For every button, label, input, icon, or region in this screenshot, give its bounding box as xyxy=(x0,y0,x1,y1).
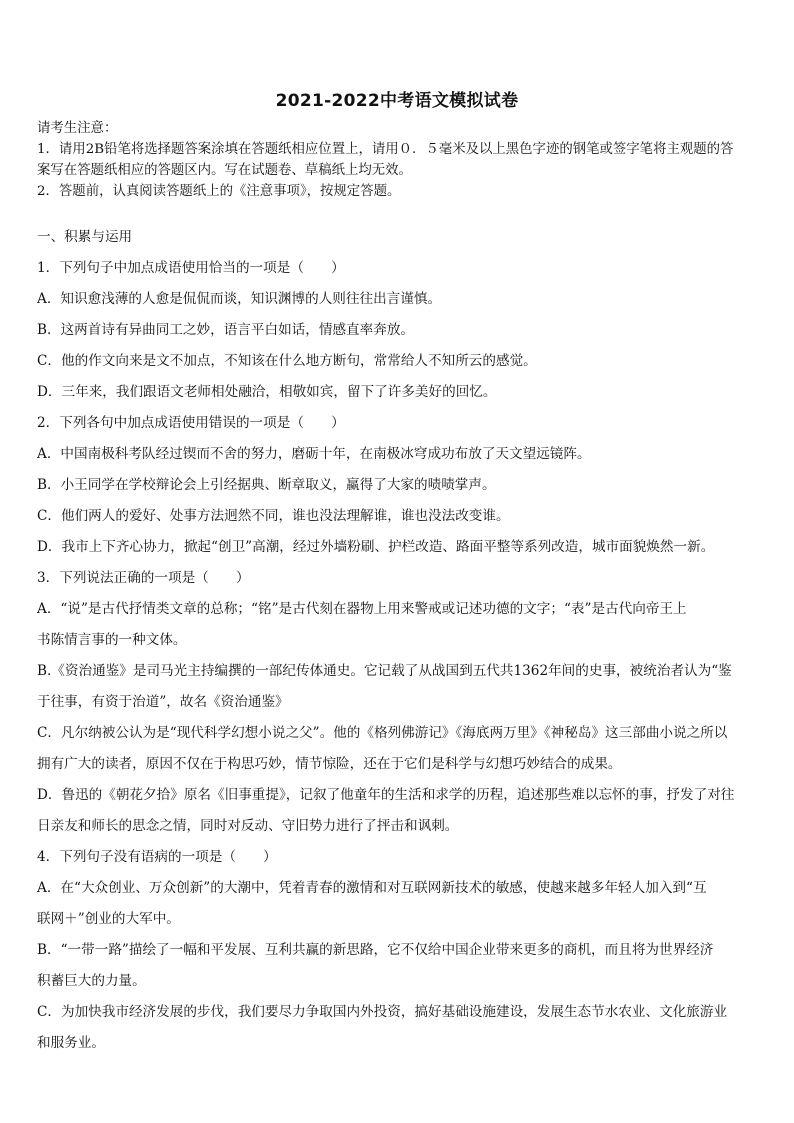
notice-item-2: 2．答题前，认真阅读答题纸上的《注意事项》，按规定答题。 xyxy=(37,184,401,199)
page-title: 2021-2022中考语文模拟试卷 xyxy=(275,91,519,111)
exam-body xyxy=(37,222,759,1059)
question-3-option-d-line-1: D．鲁迅的《朝花夕拾》原名《旧事重提》，记叙了他童年的生活和求学的历程，追述那些难以忘怀的事，抒发了对往 xyxy=(37,787,735,803)
question-2-option-d: D．我市上下齐心协力，掀起“创卫”高潮，经过外墙粉刷、护栏改造、路面平整等系列改造，城市面貌焕然一新。 xyxy=(37,539,715,555)
question-3-option-b-line-1: B.《资治通鉴》是司马光主持编撰的一部纪传体通史。它记载了从战国到五代共1362年间的史事，被统治者认为“鉴 xyxy=(37,663,732,679)
question-2-option-b: B．小王同学在学校辩论会上引经据典、断章取义，赢得了大家的啧啧掌声。 xyxy=(37,477,496,493)
question-3-option-c-line-2: 拥有广大的读者，原因不仅在于构思巧妙，情节惊险，还在于它们是科学与幻想巧妙结合的成果。 xyxy=(37,756,622,772)
question-1-option-d: D．三年来，我们跟语文老师相处融洽，相敬如宾，留下了许多美好的回忆。 xyxy=(37,384,497,400)
notice-item-1-line-1: 1．请用2B铅笔将选择题答案涂填在答题纸相应位置上，请用０．５毫米及以上黑色字迹的钢笔或签字笔将主观题的答 xyxy=(37,142,734,157)
question-3-option-a-line-1: A．“说”是古代抒情类文章的总称；“铭”是古代刻在器物上用来警戒或记述功德的文字；“表”是古代向帝王上 xyxy=(37,601,687,617)
question-4-option-b-line-1: B．“一带一路”描绘了一幅和平发展、互利共赢的新思路，它不仅给中国企业带来更多的商机，而且将为世界经济 xyxy=(37,942,714,958)
question-2-option-a: A．中国南极科考队经过锲而不舍的努力，磨砺十年，在南极冰穹成功布放了天文望远镜阵。 xyxy=(37,446,591,462)
question-4-option-c-line-1: C．为加快我市经济发展的步伐，我们要尽力争取国内外投资，搞好基础设施建设，发展生态节水农业、文化旅游业 xyxy=(37,1004,728,1020)
question-3-stem: 3．下列说法正确的一项是（ ） xyxy=(37,570,250,586)
section-title: 一、积累与运用 xyxy=(37,229,133,245)
notice-section xyxy=(37,118,759,202)
question-1-option-c: C．他的作文向来是文不加点，不知该在什么地方断句，常常给人不知所云的感觉。 xyxy=(37,353,537,369)
question-2-option-c: C．他们两人的爱好、处事方法迥然不同，谁也没法理解谁，谁也没法改变谁。 xyxy=(37,508,510,524)
question-4-option-a-line-2: 联网＋”创业的大军中。 xyxy=(37,911,180,927)
question-4-option-b-line-2: 积蓄巨大的力量。 xyxy=(37,973,146,989)
question-1-stem: 1．下列句子中加点成语使用恰当的一项是（ ） xyxy=(37,260,345,276)
question-4-option-c-line-2: 和服务业。 xyxy=(37,1035,105,1051)
notice-item-1-line-2: 案写在答题纸相应的答题区内。写在试题卷、草稿纸上均无效。 xyxy=(37,163,412,178)
question-3-option-d-line-2: 日亲友和师长的思念之情，同时对反动、守旧势力进行了抨击和讽刺。 xyxy=(37,818,459,834)
question-3-option-c-line-1: C．凡尔纳被公认为是“现代科学幻想小说之父”。他的《格列佛游记》《海底两万里》《神秘岛》这三部曲小说之所以 xyxy=(37,725,728,741)
question-3-option-b-line-2: 于往事，有资于治道”，故名《资治通鉴》 xyxy=(37,694,289,710)
notice-heading: 请考生注意： xyxy=(37,121,118,136)
question-4-stem: 4．下列句子没有语病的一项是（ ） xyxy=(37,849,277,865)
question-3-option-a-line-2: 书陈情言事的一种文体。 xyxy=(37,632,187,648)
question-1-option-a: A．知识愈浅薄的人愈是侃侃而谈，知识渊博的人则往往出言谨慎。 xyxy=(37,291,442,307)
question-2-stem: 2．下列各句中加点成语使用错误的一项是（ ） xyxy=(37,415,345,431)
question-4-option-a-line-1: A．在“大众创业、万众创新”的大潮中，凭着青春的激情和对互联网新技术的敏感，使越来越多年轻人加入到“互 xyxy=(37,880,707,896)
question-1-option-b: B．这两首诗有异曲同工之妙，语言平白如话，情感直率奔放。 xyxy=(37,322,415,338)
